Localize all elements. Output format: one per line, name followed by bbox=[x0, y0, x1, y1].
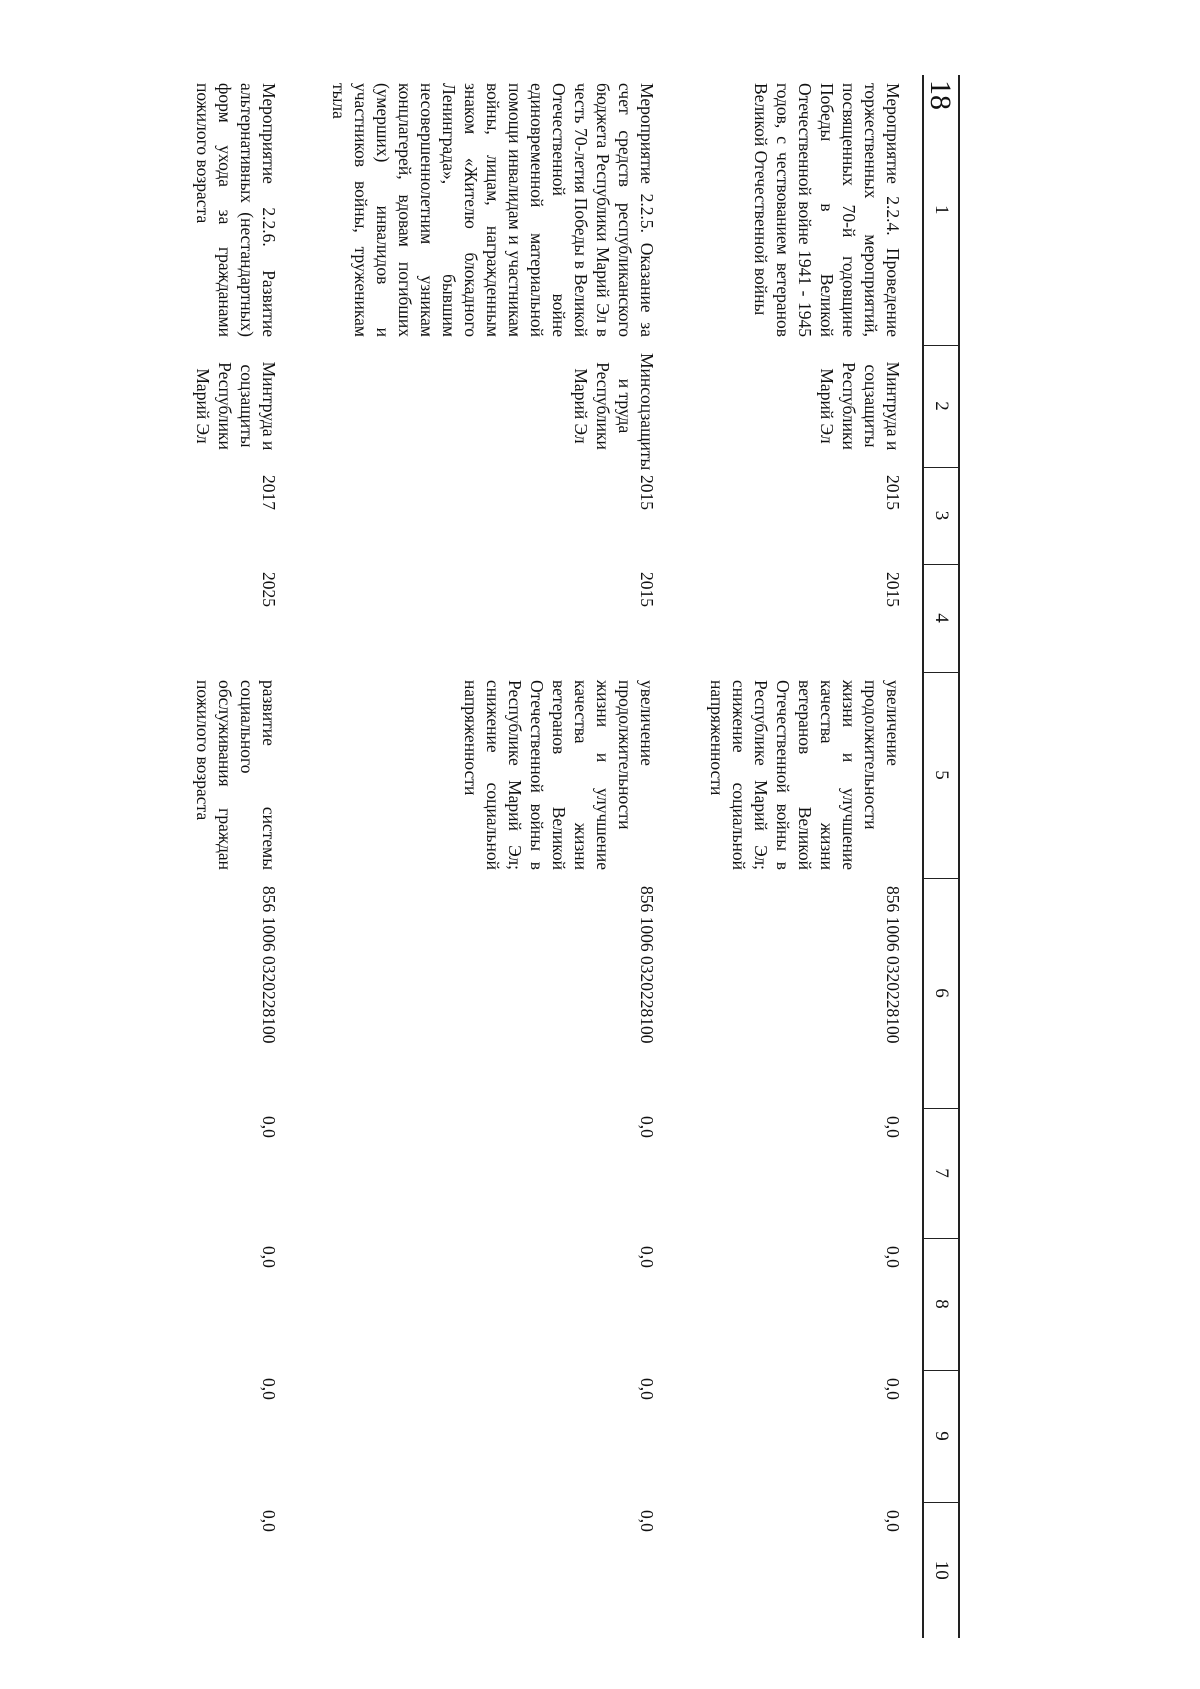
rotated-table-container bbox=[193, 75, 960, 1638]
measure-cell: Мероприятие 2.2.6. Развитие альтернативных (нестандартных) форм ухода за гражданами пожилого возраста bbox=[193, 83, 279, 337]
start-year-cell: 2015 bbox=[637, 475, 657, 510]
executor-cell: Минсоцзащиты и труда Республики Марий Эл bbox=[571, 353, 657, 471]
budget-code-cell: 856 1006 0320228100 bbox=[259, 886, 279, 1044]
value-cell-7: 0,0 bbox=[883, 1116, 903, 1138]
value-cell-10: 0,0 bbox=[259, 1510, 279, 1532]
program-measures-table bbox=[162, 75, 960, 1638]
value-cell-10: 0,0 bbox=[637, 1510, 657, 1532]
expected-result-cell: увеличение продолжительности жизни и улучшение качества жизни ветеранов Великой Отечественной войны в Республике Марий Эл; снижение социальной напряженности bbox=[461, 680, 657, 870]
column-header-9: 9 bbox=[923, 1370, 959, 1502]
value-cell-7: 0,0 bbox=[259, 1116, 279, 1138]
column-header-7: 7 bbox=[923, 1108, 959, 1238]
expected-result-cell: увеличение продолжительности жизни и улучшение качества жизни ветеранов Великой Отечественной войны в Республике Марий Эл; снижение социальной напряженности bbox=[707, 680, 903, 870]
executor-cell: Минтруда и соцзащиты Республики Марий Эл bbox=[193, 361, 279, 451]
budget-code-cell: 856 1006 0320228100 bbox=[883, 886, 903, 1044]
value-cell-10: 0,0 bbox=[883, 1510, 903, 1532]
column-header-10: 10 bbox=[923, 1502, 959, 1638]
column-header-6: 6 bbox=[923, 878, 959, 1108]
executor-cell: Минтруда и соцзащиты Республики Марий Эл bbox=[817, 361, 903, 451]
value-cell-9: 0,0 bbox=[883, 1378, 903, 1400]
value-cell-9: 0,0 bbox=[637, 1378, 657, 1400]
end-year-cell: 2015 bbox=[637, 572, 657, 607]
table-row bbox=[162, 75, 298, 1638]
value-cell-8: 0,0 bbox=[637, 1246, 657, 1268]
expected-result-cell: развитие системы социального обслуживания граждан пожилого возраста bbox=[193, 680, 279, 870]
measure-cell: Мероприятие 2.2.5. Оказание за счет средств республиканского бюджета Республики Марий Эл в честь 70-летия Победы в Великой Отечественной войне единовременной материальной помощи инвалидам и участникам войны, лицам, награжденным знаком «Жителю блокадного Ленинграда», бывшим несовершеннолетним узникам концлагерей, вдовам погибших (умерших) инвалидов и участников войны, труженикам тыла bbox=[329, 83, 657, 337]
end-year-cell: 2015 bbox=[883, 572, 903, 607]
end-year-cell: 2025 bbox=[259, 572, 279, 607]
budget-code-cell: 856 1006 0320228100 bbox=[637, 886, 657, 1044]
measure-cell: Мероприятие 2.2.4. Проведение торжественных мероприятий, посвященных 70-й годовщине Победы в Великой Отечественной войне 1941 - 1945 годов, с чествованием ветеранов Великой Отечественной войны bbox=[751, 83, 903, 337]
header-row bbox=[923, 75, 959, 1638]
column-header-1: 1 bbox=[923, 75, 959, 345]
value-cell-8: 0,0 bbox=[883, 1246, 903, 1268]
page-number: 18 bbox=[924, 80, 957, 110]
value-cell-8: 0,0 bbox=[259, 1246, 279, 1268]
start-year-cell: 2017 bbox=[259, 475, 279, 510]
column-header-5: 5 bbox=[923, 672, 959, 878]
column-header-4: 4 bbox=[923, 564, 959, 672]
table-row bbox=[676, 75, 923, 1638]
table-row bbox=[298, 75, 676, 1638]
value-cell-7: 0,0 bbox=[637, 1116, 657, 1138]
column-header-2: 2 bbox=[923, 345, 959, 467]
value-cell-9: 0,0 bbox=[259, 1378, 279, 1400]
start-year-cell: 2015 bbox=[883, 475, 903, 510]
column-header-3: 3 bbox=[923, 467, 959, 564]
column-header-8: 8 bbox=[923, 1238, 959, 1370]
